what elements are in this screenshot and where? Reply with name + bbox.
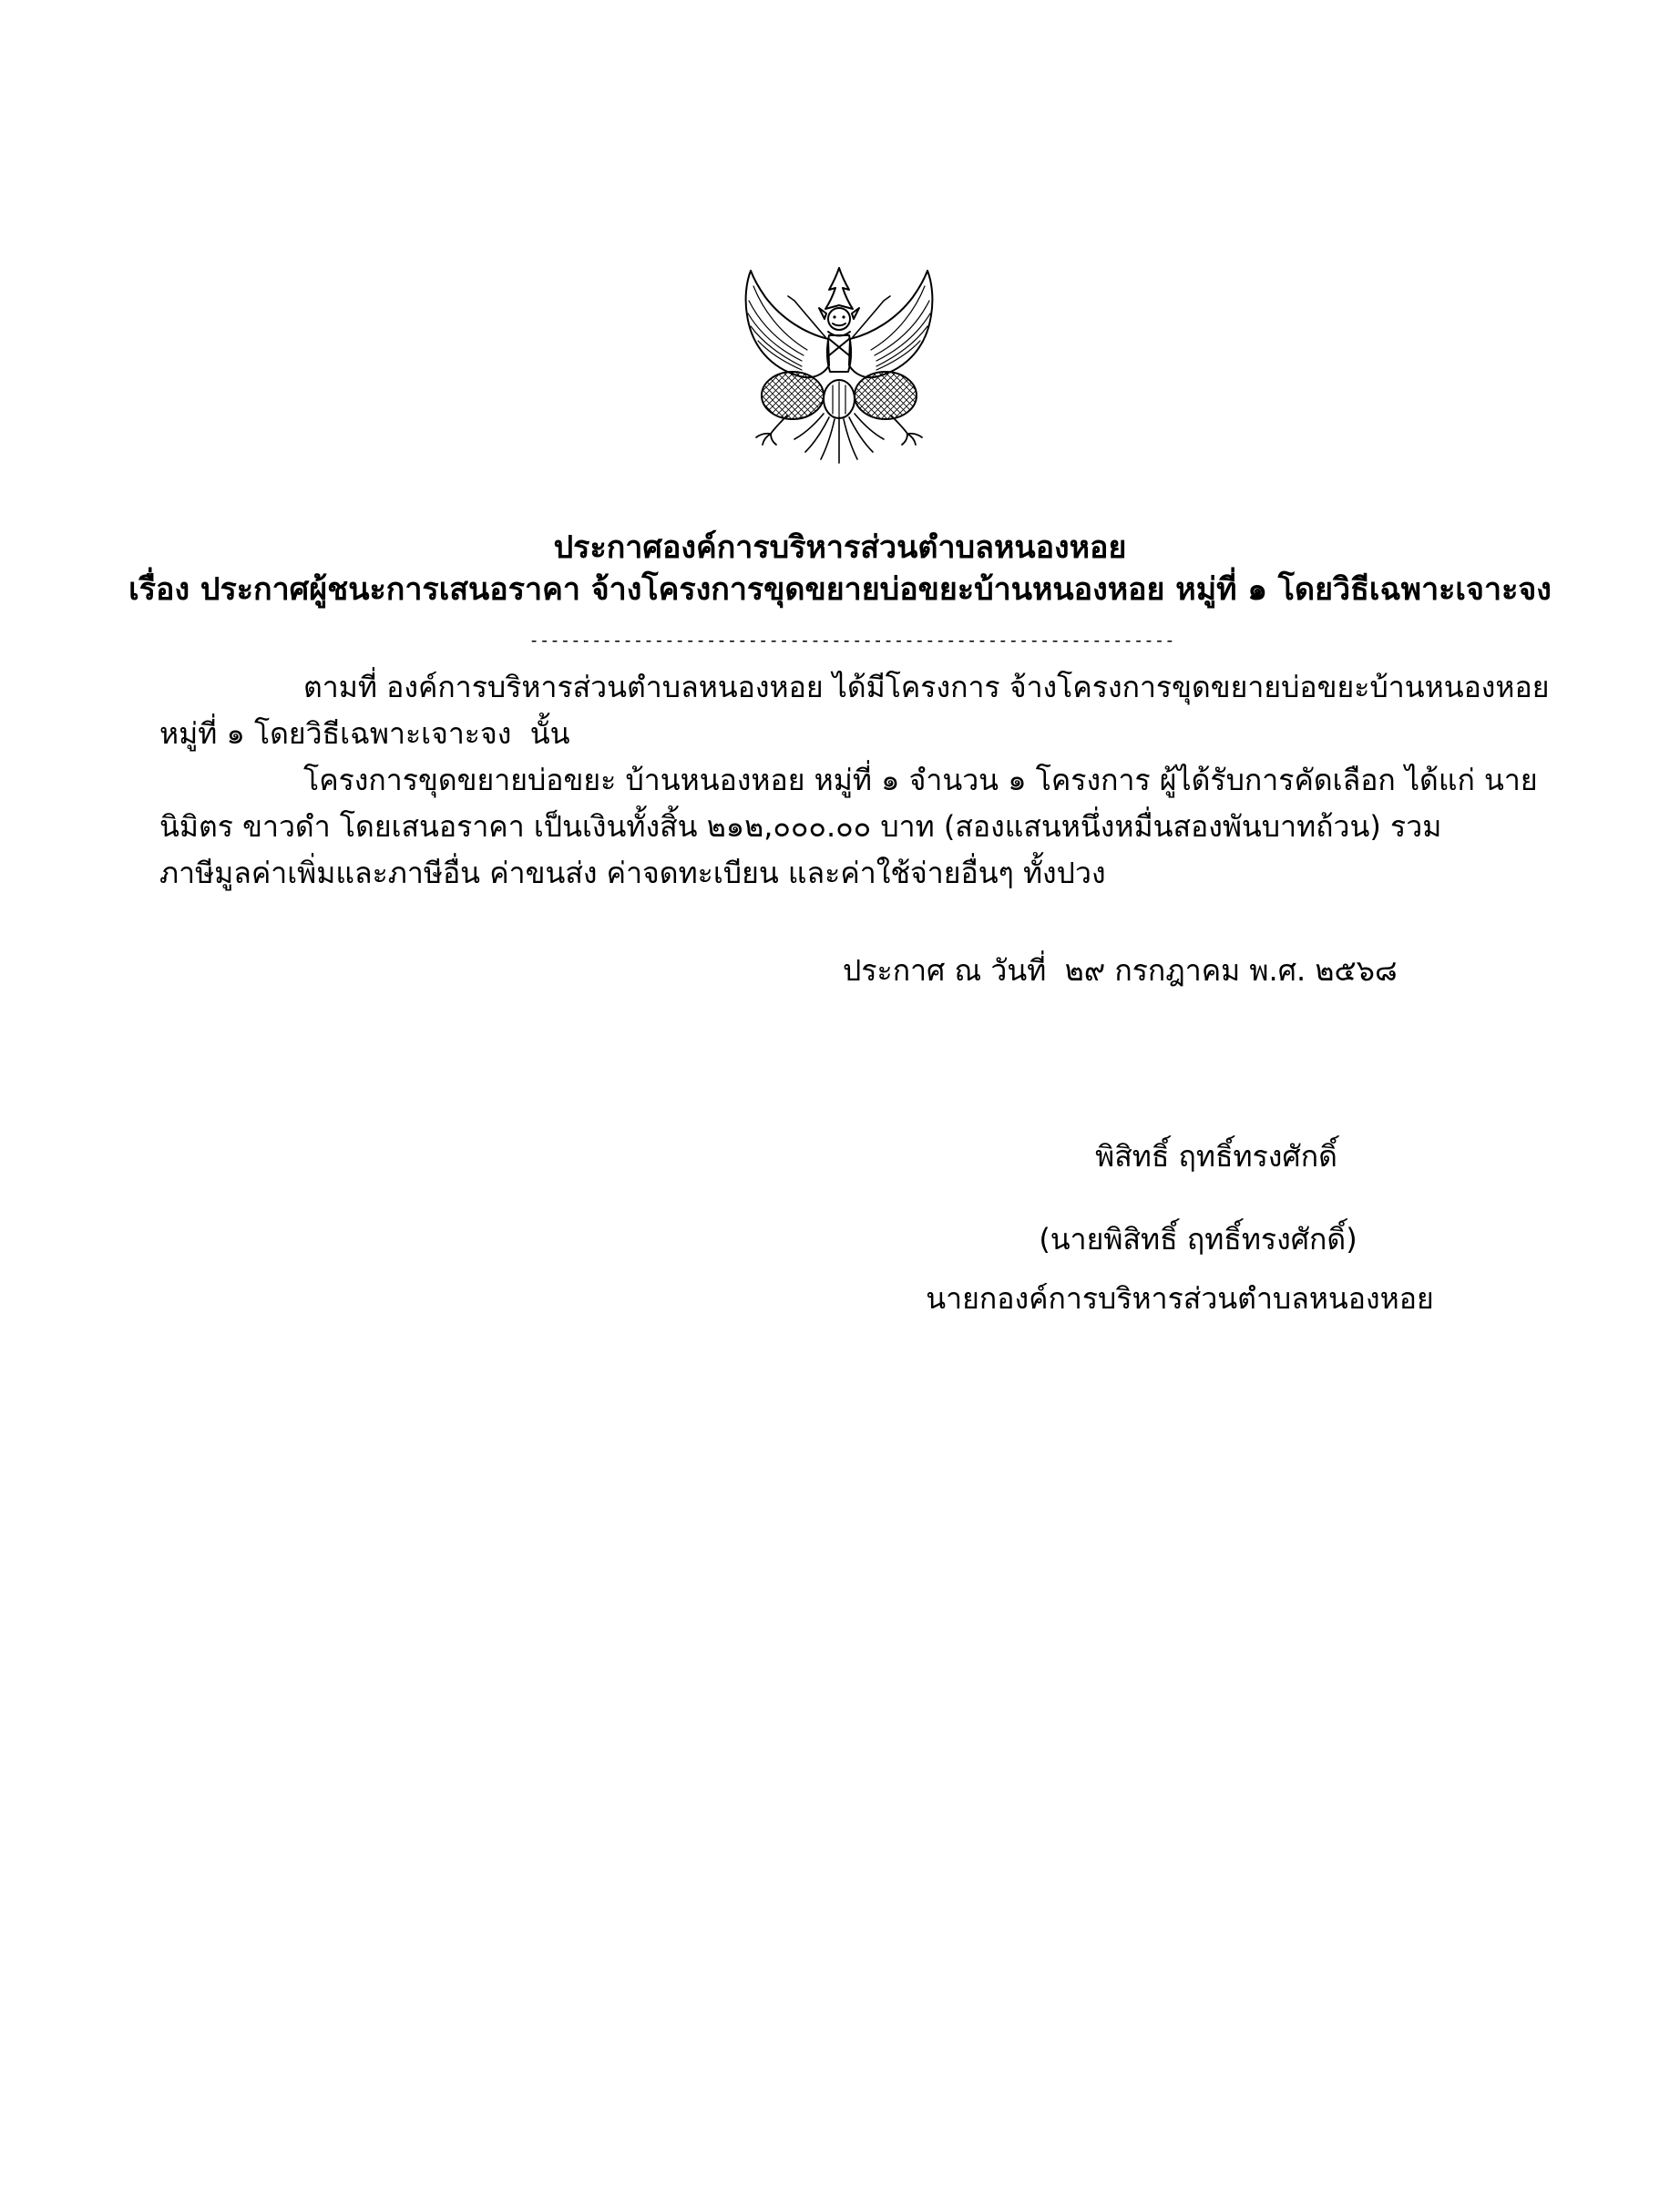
announcement-date-line: ประกาศ ณ วันที่ ๒๙ กรกฎาคม พ.ศ. ๒๕๖๘ — [843, 953, 1398, 988]
right-hip-plume — [855, 372, 917, 419]
dashed-separator: -------------------------------------------------------------- — [528, 631, 1175, 651]
paragraph1-line2: หมู่ที่ ๑ โดยวิธีเฉพาะเจาะจง นั้น — [159, 716, 570, 751]
paragraph1-line1: ตามที่ องค์การบริหารส่วนตำบลหนองหอย ได้มีโครงการ จ้างโครงการขุดขยายบ่อขยะบ้านหนองหอย — [303, 670, 1550, 704]
garuda-emblem-icon — [734, 266, 944, 470]
signer-name-parenthesized: (นายพิสิทธิ์ ฤทธิ์ทรงศักดิ์) — [1039, 1222, 1357, 1257]
crown — [825, 268, 853, 309]
paragraph2-line1: โครงการขุดขยายบ่อขยะ บ้านหนองหอย หมู่ที่ ๑ จำนวน ๑ โครงการ ผู้ได้รับการคัดเลือก ได้แก่ นาย — [303, 763, 1538, 797]
right-wing — [849, 271, 932, 377]
left-leg-claw — [756, 416, 787, 445]
left-wing — [746, 271, 829, 377]
paragraph2-line2: นิมิตร ขาวดำ โดยเสนอราคา เป็นเงินทั้งสิ้น ๒๑๒,๐๐๐.๐๐ บาท (สองแสนหนึ่งหมื่นสองพันบาทถ้วน) รวม — [159, 809, 1442, 844]
signer-name: พิสิทธิ์ ฤทธิ์ทรงศักดิ์ — [1095, 1139, 1337, 1174]
head — [828, 308, 850, 330]
tail-feathers — [794, 414, 884, 463]
garuda-emblem-svg — [734, 266, 944, 470]
left-hip-plume — [762, 372, 824, 419]
signer-position-title: นายกองค์การบริหารส่วนตำบลหนองหอย — [926, 1281, 1434, 1316]
paragraph2-line3: ภาษีมูลค่าเพิ่มและภาษีอื่น ค่าขนส่ง ค่าจดทะเบียน และค่าใช้จ่ายอื่นๆ ทั้งปวง — [159, 856, 1106, 890]
announcement-org-title: ประกาศองค์การบริหารส่วนตำบลหนองหอย — [553, 529, 1127, 566]
right-leg-claw — [891, 416, 922, 445]
announcement-subject-line: เรื่อง ประกาศผู้ชนะการเสนอราคา จ้างโครงการขุดขยายบ่อขยะบ้านหนองหอย หมู่ที่ ๑ โดยวิธีเฉพาะเจาะจง — [128, 571, 1552, 608]
